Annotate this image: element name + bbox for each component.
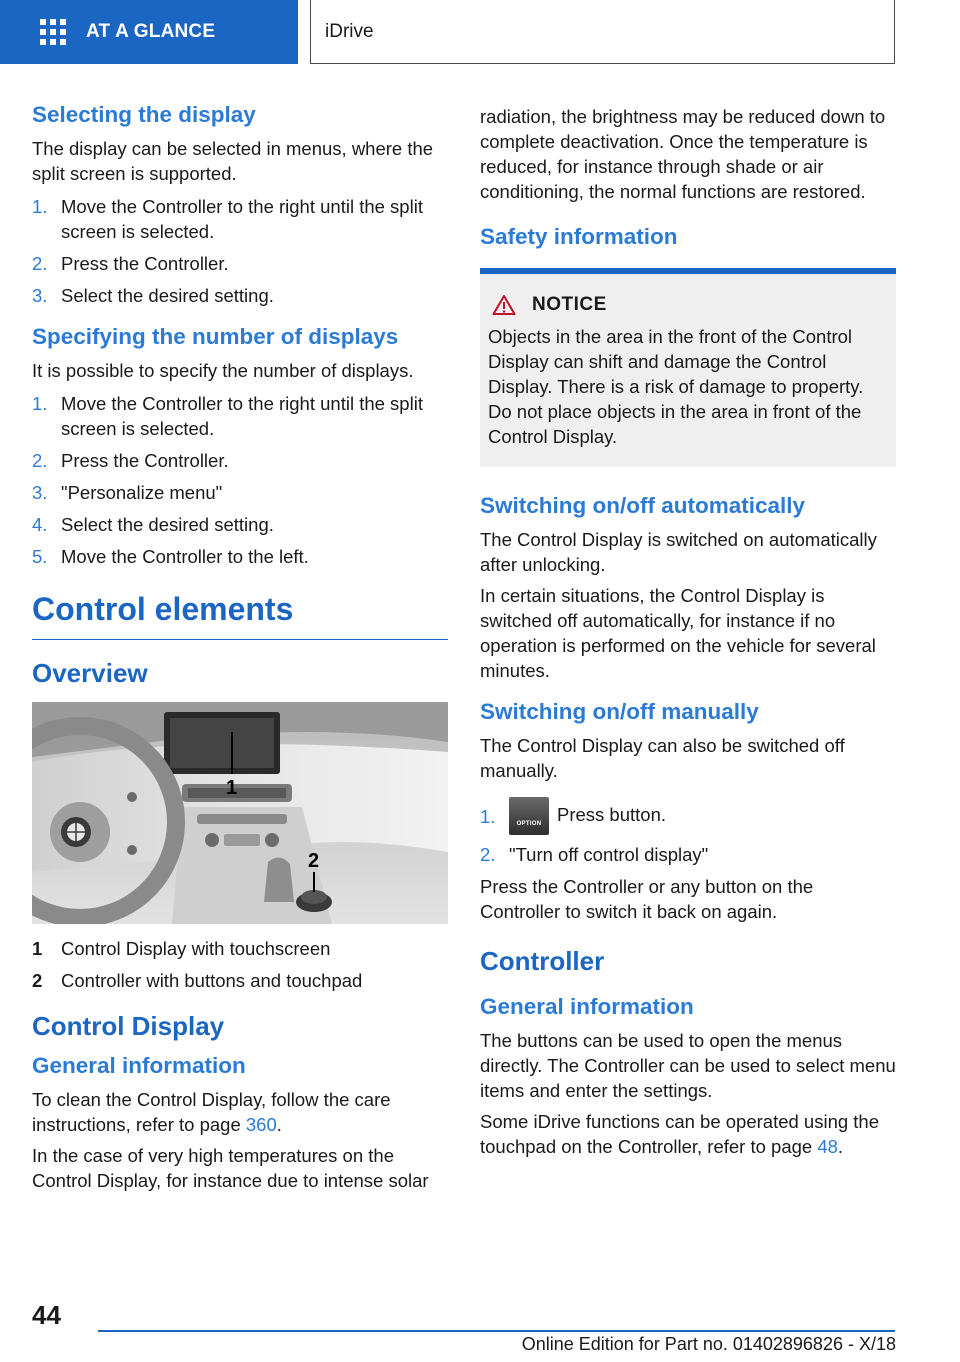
step-number: 5. bbox=[32, 546, 48, 567]
manual-steps bbox=[480, 797, 896, 867]
section-tab[interactable] bbox=[0, 0, 298, 64]
warning-icon bbox=[492, 294, 516, 316]
chapter-title: iDrive bbox=[325, 20, 374, 42]
notice-title: NOTICE bbox=[532, 294, 607, 315]
temperature-continued: radiation, the brightness may be reduced down to complete deactivation. Once the temperature is reduced, for instance through shade or air conditioning, the normal functions are restored. bbox=[480, 106, 886, 202]
list-item bbox=[32, 194, 448, 244]
page-link[interactable]: 48 bbox=[817, 1136, 838, 1157]
step-text: Move the Controller to the right until the split screen is selected. bbox=[61, 196, 423, 242]
clean-text: To clean the Control Display, follow the care instructions, refer to page bbox=[32, 1089, 391, 1135]
heading-controller-general: General information bbox=[480, 994, 694, 1019]
option-button-label: OPTION bbox=[516, 821, 542, 827]
clean-paragraph bbox=[32, 1087, 448, 1137]
list-item bbox=[32, 251, 448, 276]
heading-general-information: General information bbox=[32, 1053, 246, 1078]
heading-safety-information: Safety information bbox=[480, 224, 678, 249]
heading-selecting-display: Selecting the display bbox=[32, 102, 256, 127]
heading-controller: Controller bbox=[480, 946, 605, 976]
heading-specifying-displays: Specifying the number of displays bbox=[32, 324, 399, 349]
notice-body: Objects in the area in the front of the Control Display can shift and damage the Control Display. There is a risk of damage to property. Do not place objects in the area in front of the Control Display. bbox=[488, 326, 864, 447]
step-text: Select the desired setting. bbox=[61, 514, 274, 535]
legend-number: 1 bbox=[32, 938, 43, 959]
figure-label: 1 bbox=[226, 777, 238, 799]
step-text: "Turn off control display" bbox=[509, 844, 709, 865]
step-number: 2. bbox=[32, 450, 48, 471]
step-number: 4. bbox=[32, 514, 48, 535]
section-tab-label: AT A GLANCE bbox=[86, 21, 216, 42]
heading-control-display: Control Display bbox=[32, 1011, 225, 1041]
legend-text: Controller with buttons and touchpad bbox=[61, 970, 363, 991]
step-text bbox=[509, 797, 896, 835]
auto-paragraph-1: The Control Display is switched on automatically after unlocking. bbox=[480, 529, 877, 575]
page-link[interactable]: 360 bbox=[245, 1114, 277, 1135]
step-text: Press the Controller. bbox=[61, 253, 229, 274]
list-item bbox=[32, 283, 448, 308]
step-text: Move the Controller to the left. bbox=[61, 546, 309, 567]
footer-edition: Online Edition for Part no. 01402896826 - X/18 bbox=[521, 1334, 896, 1354]
chapter-header bbox=[310, 0, 895, 64]
list-item bbox=[32, 968, 448, 993]
step-number: 1. bbox=[480, 805, 496, 827]
heading-switching-auto: Switching on/off automatically bbox=[480, 493, 806, 518]
notice-header bbox=[488, 294, 888, 316]
left-column bbox=[32, 100, 448, 1193]
step-text: "Personalize menu" bbox=[61, 482, 223, 503]
controller-end: . bbox=[837, 1136, 844, 1157]
step-number: 1. bbox=[32, 196, 48, 217]
list-item bbox=[32, 480, 448, 505]
grid-icon bbox=[40, 19, 66, 45]
list-item bbox=[480, 842, 896, 867]
option-button-icon bbox=[509, 797, 549, 835]
legend-number: 2 bbox=[32, 970, 43, 991]
list-item bbox=[32, 544, 448, 569]
selecting-steps bbox=[32, 194, 448, 308]
controller-text: Some iDrive functions can be operated using the touchpad on the Controller, refer to page bbox=[480, 1111, 880, 1157]
notice-box bbox=[480, 268, 896, 467]
list-item bbox=[32, 448, 448, 473]
heading-switching-manual: Switching on/off manually bbox=[480, 699, 759, 724]
clean-end: . bbox=[276, 1114, 282, 1135]
heading-overview: Overview bbox=[32, 658, 148, 688]
auto-paragraph-2: In certain situations, the Control Display is switched off automatically, for instance if no operation is performed on the vehicle for several minutes. bbox=[480, 585, 876, 681]
step-number: 2. bbox=[32, 253, 48, 274]
step-number: 2. bbox=[480, 844, 496, 865]
step-number: 3. bbox=[32, 482, 48, 503]
heading-control-elements: Control elements bbox=[32, 589, 448, 640]
legend-text: Control Display with touchscreen bbox=[61, 938, 331, 959]
manual-outro: Press the Controller or any button on the Controller to switch it back on again. bbox=[480, 876, 814, 922]
list-item bbox=[32, 512, 448, 537]
cockpit-illustration bbox=[32, 702, 448, 924]
specifying-intro: It is possible to specify the number of displays. bbox=[32, 360, 414, 381]
footer-divider bbox=[98, 1330, 895, 1332]
step-number: 1. bbox=[32, 393, 48, 414]
right-column bbox=[480, 100, 896, 1159]
list-item bbox=[480, 797, 896, 835]
selecting-intro: The display can be selected in menus, where the split screen is supported. bbox=[32, 138, 434, 184]
page-number: 44 bbox=[32, 1300, 61, 1330]
step-text-label: Press button. bbox=[557, 803, 667, 825]
controller-paragraph-2 bbox=[480, 1109, 896, 1159]
figure-label: 2 bbox=[308, 850, 320, 872]
step-text: Select the desired setting. bbox=[61, 285, 274, 306]
specifying-steps bbox=[32, 391, 448, 569]
temperature-paragraph: In the case of very high temperatures on the Control Display, for instance due to intense solar bbox=[32, 1145, 429, 1191]
list-item bbox=[32, 936, 448, 961]
controller-paragraph-1: The buttons can be used to open the menus directly. The Controller can be used to select menu items and enter the settings. bbox=[480, 1030, 896, 1101]
manual-intro: The Control Display can also be switched off manually. bbox=[480, 735, 845, 781]
step-text: Move the Controller to the right until the split screen is selected. bbox=[61, 393, 423, 439]
list-item bbox=[32, 391, 448, 441]
step-number: 3. bbox=[32, 285, 48, 306]
step-text: Press the Controller. bbox=[61, 450, 229, 471]
figure-legend bbox=[32, 936, 448, 993]
